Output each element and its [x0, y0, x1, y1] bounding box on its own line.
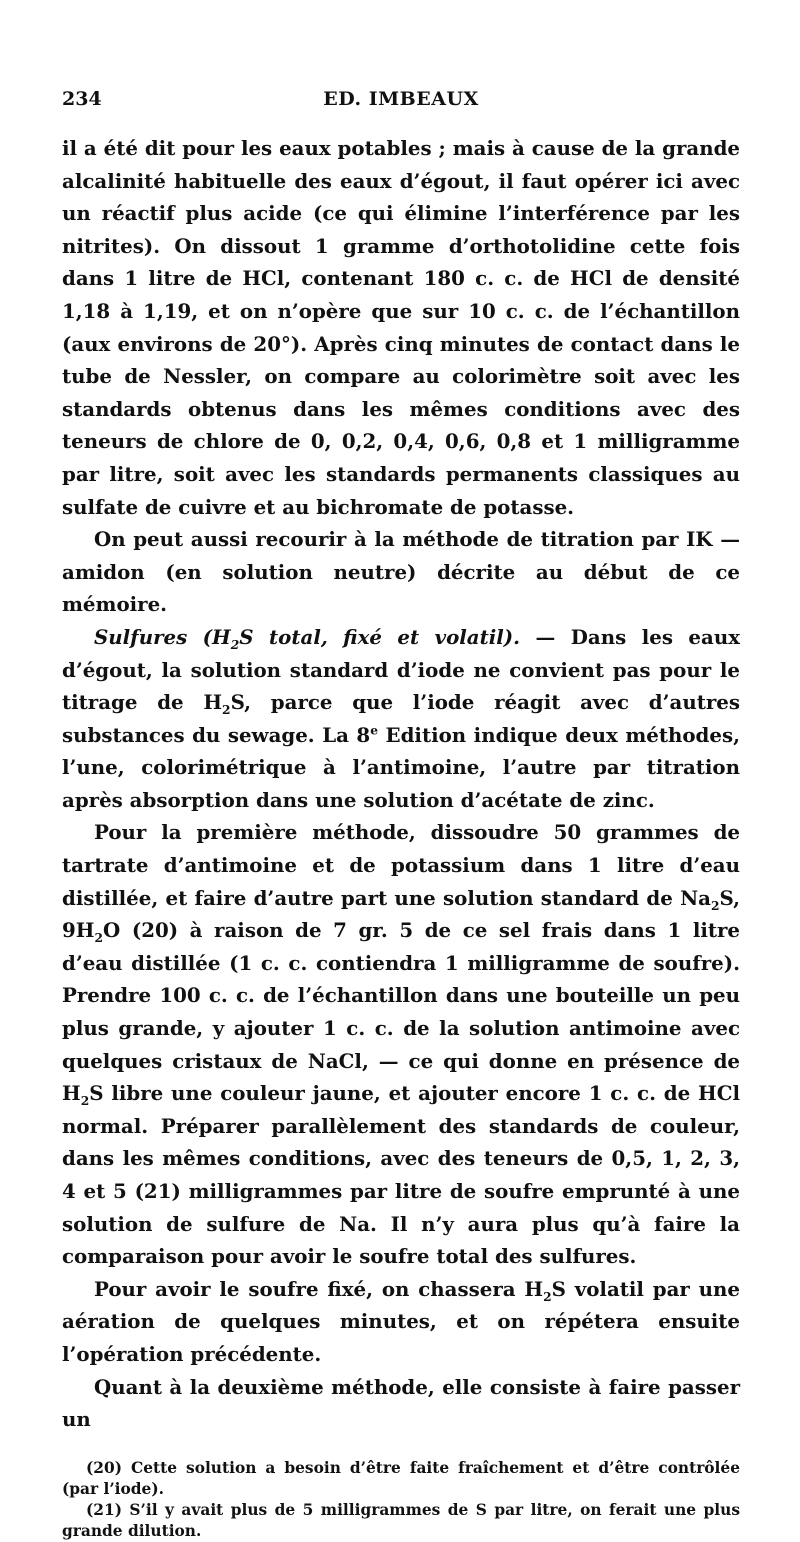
- page: [62, 88, 740, 1542]
- paragraph: On peut aussi recourir à la méthode de titration par IK — amidon (en solution neutre) décrite au début de ce mémoire.: [62, 527, 740, 617]
- footnote-20: (20) Cette solution a besoin d’être faite fraîchement et d’être contrôlée (par l’iode).: [62, 1458, 740, 1498]
- paragraph: Pour la première méthode, dissoudre 50 grammes de tartrate d’antimoine et de potassium dans 1 litre d’eau distillée, et faire d’autre part une solution standard de $Na_2S$, $9H_2O$ (20) à raison de 7 gr. 5 de ce sel frais dans 1 litre d’eau distillée (1 c. c. contiendra 1 milligramme de soufre). Prendre 100 c. c. de l’échantillon dans une bouteille un peu plus grande, y ajouter 1 c. c. de la solution antimoine avec quelques cristaux de NaCl, — ce qui donne en présence de $H_2S$ libre une couleur jaune, et ajouter encore 1 c. c. de HCl normal. Préparer parallèlement des standards de couleur, dans les mêmes conditions, avec des teneurs de 0,5, 1, 2, 3, 4 et 5 (21) milligrammes par litre de soufre emprunté à une solution de sulfure de Na. Il n’y aura plus qu’à faire la comparaison pour avoir le soufre total des sulfures.: [62, 820, 740, 1269]
- body-text: [62, 132, 740, 1436]
- paragraph-sulfures: Sulfures ($H_2S$ total, fixé et volatil). — Dans les eaux d’égout, la solution standard d’iode ne convient pas pour le titrage de $H_2S$, parce que l’iode réagit avec d’autres substances du sewage. La 8e Edition indique deux méthodes, l’une, colorimétrique à l’antimoine, l’autre par titration après absorption dans une solution d’acétate de zinc.: [62, 624, 740, 812]
- page-number: 234: [62, 88, 102, 110]
- paragraph: Pour avoir le soufre fixé, on chassera $H_2S$ volatil par une aération de quelques minutes, et on répétera ensuite l’opération précédente.: [62, 1276, 740, 1366]
- footnote-21: (21) S’il y avait plus de 5 milligrammes de S par litre, on ferait une plus grande dilution.: [62, 1500, 740, 1540]
- paragraph: il a été dit pour les eaux potables ; mais à cause de la grande alcalinité habituelle des eaux d’égout, il faut opérer ici avec un réactif plus acide (ce qui élimine l’interférence par les nitrites). On dissout 1 gramme d’orthotolidine cette fois dans 1 litre de HCl, contenant 180 c. c. de HCl de densité 1,18 à 1,19, et on n’opère que sur 10 c. c. de l’échantillon (aux environs de 20°). Après cinq minutes de contact dans le tube de Nessler, on compare au colorimètre soit avec les standards obtenus dans les mêmes conditions avec des teneurs de chlore de 0, 0,2, 0,4, 0,6, 0,8 et 1 milligramme par litre, soit avec les standards permanents classiques au sulfate de cuivre et au bichromate de potasse.: [62, 136, 740, 519]
- running-head: ED. IMBEAUX: [323, 88, 479, 110]
- page-header: [62, 88, 740, 118]
- paragraph: Quant à la deuxième méthode, elle consiste à faire passer un: [62, 1374, 740, 1432]
- footnotes: [62, 1458, 740, 1542]
